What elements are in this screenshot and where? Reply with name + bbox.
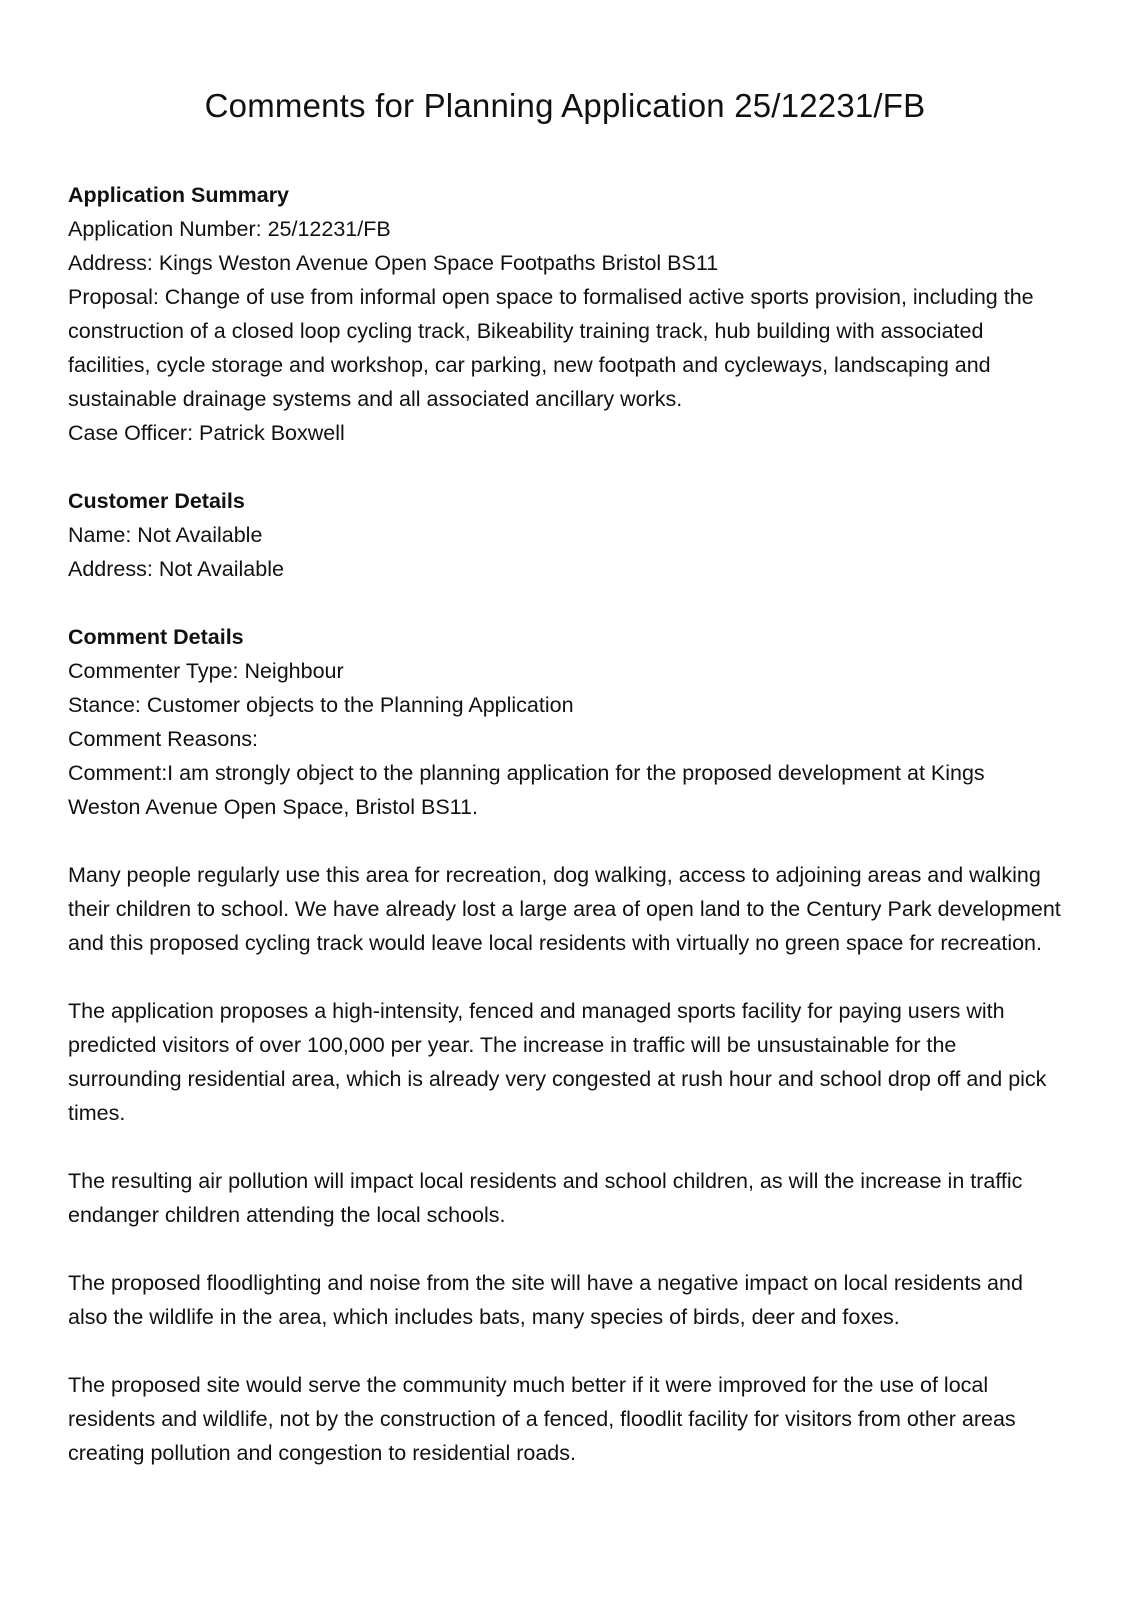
comment-details-section [68,620,1062,1470]
application-summary-section [68,178,1062,450]
customer-name: Name: Not Available [68,523,263,547]
commenter-type: Commenter Type: Neighbour [68,659,344,683]
comment-paragraph: The application proposes a high-intensity, fenced and managed sports facility for paying users with predicted visitors of over 100,000 per year. The increase in traffic will be unsustainable for the surrounding residential area, which is already very congested at rush hour and school drop off and pick times. [68,999,1047,1125]
comment-paragraph: The proposed site would serve the community much better if it were improved for the use of local residents and wildlife, not by the construction of a fenced, floodlit facility for visitors from other areas creating pollution and congestion to residential roads. [68,1373,1016,1465]
page-title: Comments for Planning Application 25/12231/FB [204,87,926,124]
comment-paragraph: Many people regularly use this area for recreation, dog walking, access to adjoining areas and walking their children to school. We have already lost a large area of open land to the Century Park development and this proposed cycling track would leave local residents with virtually no green space for recreation. [68,863,1061,955]
application-summary-heading: Application Summary [68,183,290,207]
customer-details-section [68,484,1062,586]
comment-paragraph: The proposed floodlighting and noise from the site will have a negative impact on local residents and also the wildlife in the area, which includes bats, many species of birds, deer and foxes. [68,1271,1023,1329]
comment-reasons: Comment Reasons: [68,727,258,751]
customer-address: Address: Not Available [68,557,284,581]
application-address: Address: Kings Weston Avenue Open Space Footpaths Bristol BS11 [68,251,719,275]
case-officer: Case Officer: Patrick Boxwell [68,421,345,445]
application-number: Application Number: 25/12231/FB [68,217,391,241]
comment-paragraph: The resulting air pollution will impact local residents and school children, as will the increase in traffic endanger children attending the local schools. [68,1169,1023,1227]
customer-details-heading: Customer Details [68,489,245,513]
stance: Stance: Customer objects to the Planning Application [68,693,574,717]
comment-intro: Comment:I am strongly object to the planning application for the proposed development at Kings Weston Avenue Open Space, Bristol BS11. [68,761,985,819]
application-proposal: Proposal: Change of use from informal open space to formalised active sports provision, including the construction of a closed loop cycling track, Bikeability training track, hub building with associated facilities, cycle storage and workshop, car parking, new footpath and cycleways, landscaping and sustainable drainage systems and all associated ancillary works. [68,285,1034,411]
comment-details-heading: Comment Details [68,625,244,649]
